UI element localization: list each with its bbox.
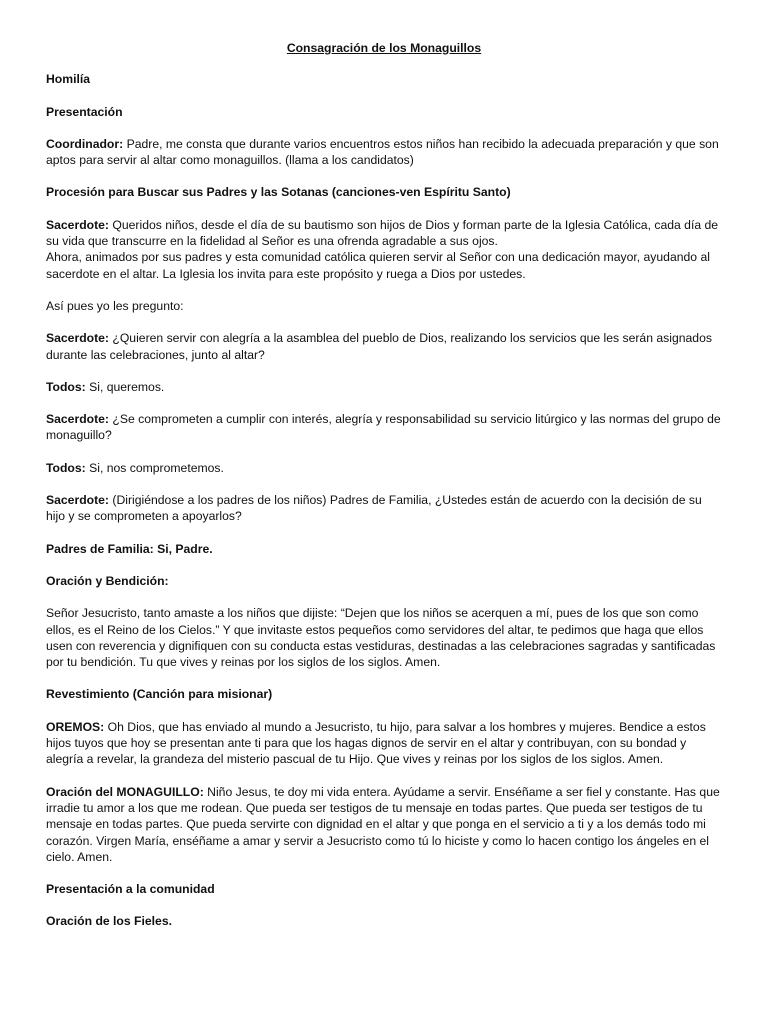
- heading-presentacion: Presentación: [46, 104, 123, 119]
- paragraph-text: Queridos niños, desde el día de su bautismo son hijos de Dios y forman parte de la Iglesia Católica, cada día de su vida que transcurre en la fidelidad al Señor es una ofrenda agradable a sus ojos.: [46, 217, 719, 249]
- paragraph-todos-2: [46, 460, 722, 476]
- paragraph-sacerdote-1: [46, 217, 722, 282]
- heading-revestimiento: Revestimiento (Canción para misionar): [46, 687, 273, 702]
- heading-homilia: Homilía: [46, 72, 91, 87]
- speaker-label: Sacerdote:: [46, 217, 109, 232]
- heading-procesion: Procesión para Buscar sus Padres y las Sotanas (canciones-ven Espíritu Santo): [46, 185, 511, 200]
- paragraph-sacerdote-4: [46, 492, 722, 525]
- speaker-label: Sacerdote:: [46, 412, 109, 427]
- speaker-label: Sacerdote:: [46, 331, 109, 346]
- document-title: Consagración de los Monaguillos: [286, 41, 482, 55]
- paragraph-text-continued: Ahora, animados por sus padres y esta comunidad católica quieren servir al Señor con una dedicación mayor, ayudando al sacerdote en el altar. La Iglesia los invita para este propósito y ruega a Dios por ustedes.: [46, 250, 710, 281]
- paragraph-todos-1: [46, 379, 722, 395]
- speaker-label: Coordinador:: [46, 136, 124, 151]
- paragraph-text: Padre, me consta que durante varios encuentros estos niños han recibido la adecuada preparación y que son aptos para servir al altar como monaguillos. (llama a los candidatos): [46, 136, 719, 168]
- paragraph-sacerdote-3: [46, 411, 722, 444]
- paragraph-text: ¿Se comprometen a cumplir con interés, alegría y responsabilidad su servicio litúrgico y las normas del grupo de monaguillo?: [46, 412, 721, 443]
- paragraph-oracion-monaguillo: [46, 784, 722, 865]
- speaker-label: Todos:: [46, 379, 86, 394]
- speaker-label: Todos:: [46, 460, 86, 475]
- paragraph-text: ¿Quieren servir con alegría a la asamblea del pueblo de Dios, realizando los servicios que les serán asignados durante las celebraciones, junto al altar?: [46, 331, 712, 362]
- paragraph-sacerdote-2: [46, 330, 722, 363]
- paragraph-text: Oh Dios, que has enviado al mundo a Jesucristo, tu hijo, para salvar a los hombres y mujeres. Bendice a estos hijos tuyos que hoy se presentan ante ti para que los hagas dignos de servir en el altar y contribuyan, con su bondad y alegría a revelar, la grandeza del misterio pascual de tu Hijo. Que vives y reinas por los siglos de los siglos. Amen.: [46, 719, 706, 767]
- heading-oracion-bendicion: Oración y Bendición:: [46, 573, 169, 588]
- paragraph-text: Si, queremos.: [85, 379, 165, 394]
- heading-presentacion-comunidad: Presentación a la comunidad: [46, 882, 215, 897]
- speaker-label: Sacerdote:: [46, 493, 109, 508]
- paragraph-oremos: [46, 719, 722, 768]
- paragraph-coordinador: [46, 136, 722, 169]
- paragraph-text: Niño Jesus, te doy mi vida entera. Ayúdame a servir. Enséñame a ser fiel y constante. Has que irradie tu amor a los que me rodean. Que pueda ser testigos de tu mensaje en todas partes. Que pueda ser testigos de tu mensaje en todas partes. Que pueda servirte con dignidad en el altar y que ponga en el servicio a ti y a los demás todo mi corazón. Virgen María, enséñame a amar y servir a Jesucristo como tú lo hiciste y como lo hacen contigo los ángeles en el cielo. Amen.: [46, 784, 720, 864]
- speaker-label: OREMOS:: [46, 719, 105, 734]
- paragraph-text: (Dirigiéndose a los padres de los niños) Padres de Familia, ¿Ustedes están de acuerdo con la decisión de su hijo y se comprometen a apoyarlos?: [46, 493, 702, 524]
- heading-oracion-fieles: Oración de los Fieles.: [46, 914, 172, 929]
- paragraph-text: Si, nos comprometemos.: [85, 460, 224, 475]
- paragraph-bendicion: Señor Jesucristo, tanto amaste a los niños que dijiste: “Dejen que los niños se acerquen a mí, pues de los que son como ellos, es el Reino de los Cielos.” Y que invitaste estos pequeños como servidores del altar, te pedimos que haga que ellos usen con reverencia y dignifiquen con su conducta estas vestiduras, destinadas a las celebraciones sagradas y santificadas por tu bendición. Tu que vives y reinas por los siglos de los siglos. Amen.: [46, 606, 716, 670]
- document-page: [46, 40, 722, 946]
- speaker-label: Oración del MONAGUILLO:: [46, 784, 204, 799]
- paragraph-asi-pues: Así pues yo les pregunto:: [46, 298, 184, 313]
- paragraph-padres: Padres de Familia: Si, Padre.: [46, 541, 213, 556]
